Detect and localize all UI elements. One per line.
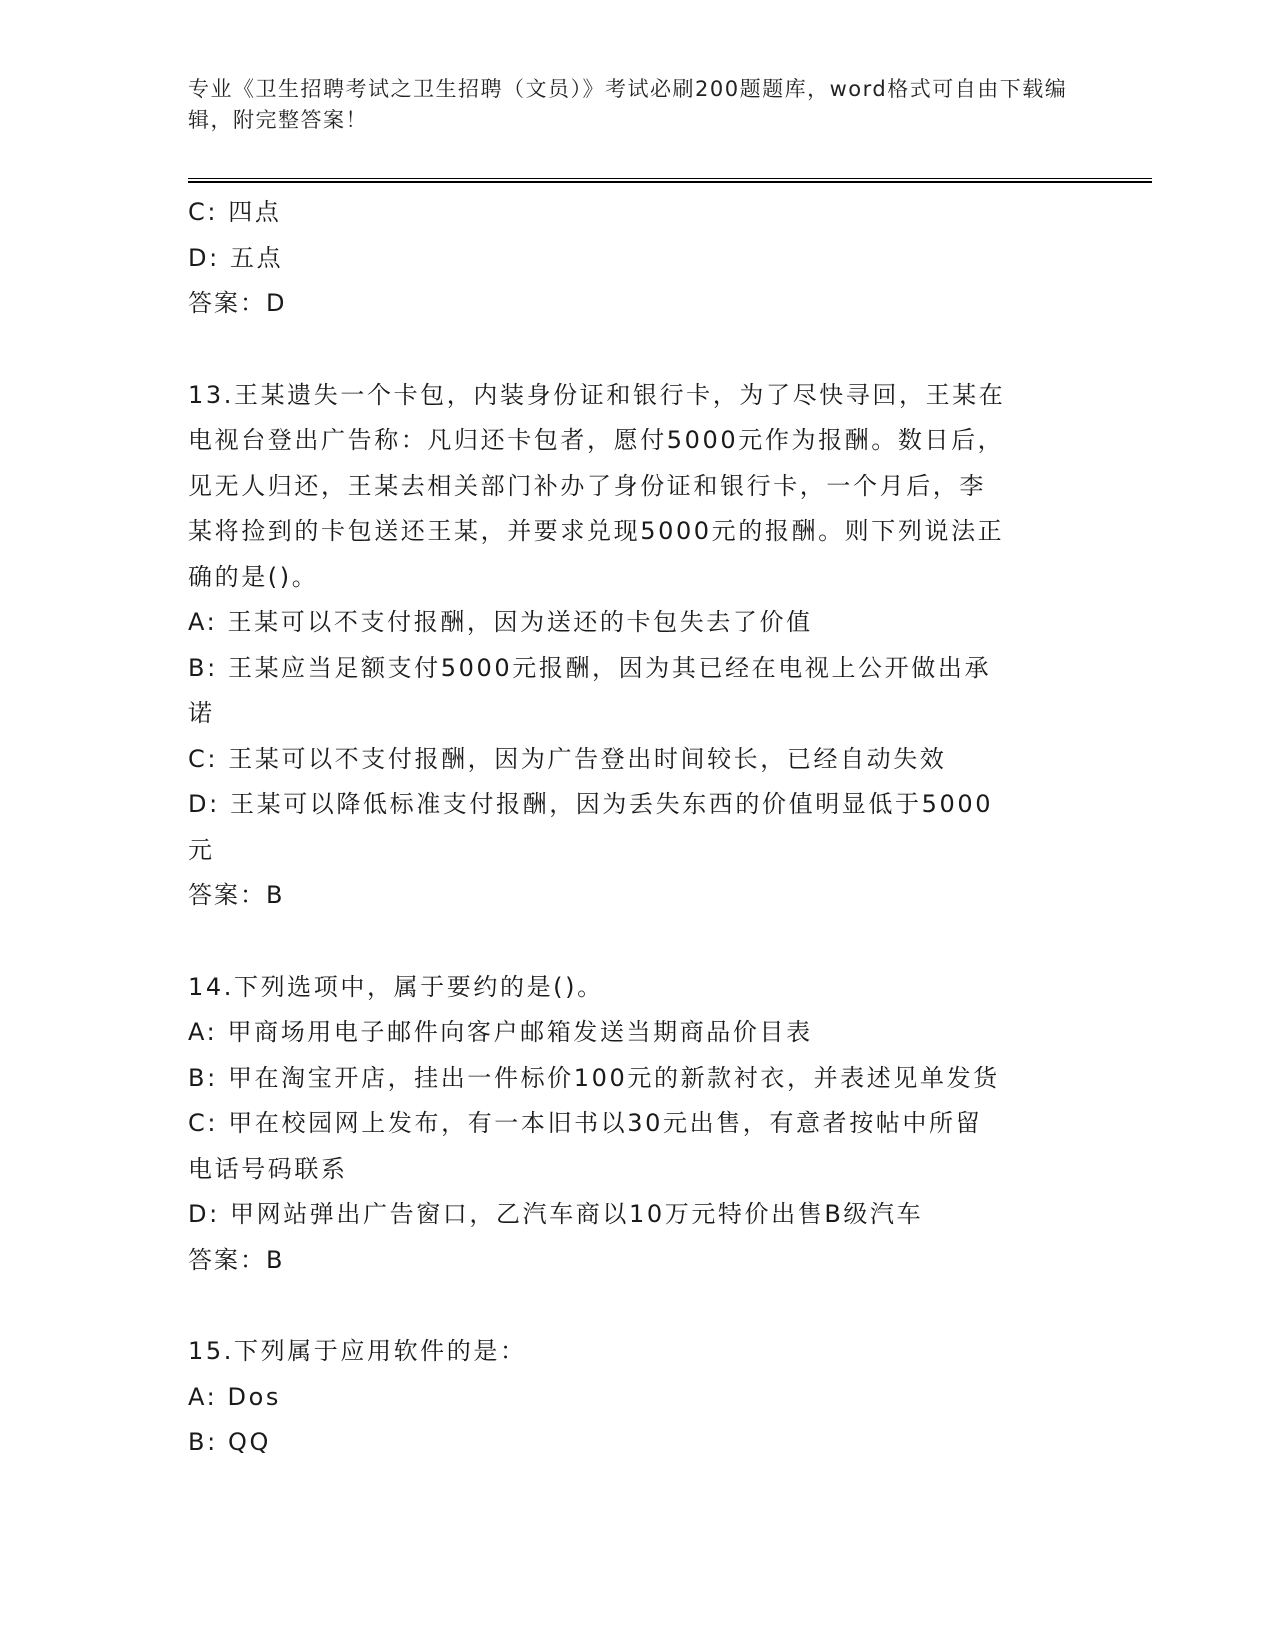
q13-stem-line-3: 见无人归还，王某去相关部门补办了身份证和银行卡，一个月后，李 <box>188 471 986 500</box>
prev-option-d: D: 五点 <box>188 243 284 272</box>
question-list <box>188 190 1088 1466</box>
q13-stem-line-2: 电视台登出广告称：凡归还卡包者，愿付5000元作为报酬。数日后， <box>188 426 1005 454</box>
spacer <box>188 327 1088 373</box>
q13-option-b-cont: 诺 <box>188 699 215 727</box>
header-divider <box>188 178 1152 183</box>
q13-option-d-cont: 元 <box>188 835 215 864</box>
q14-option-c: C: 甲在校园网上发布，有一本旧书以30元出售，有意者按帖中所留 <box>188 1109 983 1137</box>
spacer <box>188 919 1088 965</box>
q13-option-a: A: 王某可以不支付报酬，因为送还的卡包失去了价值 <box>188 608 813 636</box>
prev-option-c: C: 四点 <box>188 198 282 226</box>
q13-option-d: D: 王某可以降低标准支付报酬，因为丢失东西的价值明显低于5000 <box>188 790 994 818</box>
q14-option-d: D: 甲网站弹出广告窗口，乙汽车商以10万元特价出售B级汽车 <box>188 1200 924 1228</box>
q15-stem: 15.下列属于应用软件的是： <box>188 1337 527 1365</box>
q13-option-b: B: 王某应当足额支付5000元报酬，因为其已经在电视上公开做出承 <box>188 653 992 682</box>
q13-stem-line-5: 确的是()。 <box>188 562 319 591</box>
q13-stem-line-1: 13.王某遗失一个卡包，内装身份证和银行卡，为了尽快寻回，王某在 <box>188 380 1006 409</box>
q15-option-a: A: Dos <box>188 1382 281 1411</box>
header-text: 专业《卫生招聘考试之卫生招聘（文员）》考试必刷200题题库，word格式可自由下载编辑，附完整答案！ <box>188 77 1068 132</box>
q14-stem: 14.下列选项中，属于要约的是()。 <box>188 972 604 1001</box>
q13-answer: 答案：B <box>188 881 285 909</box>
q14-option-a: A: 甲商场用电子邮件向客户邮箱发送当期商品价目表 <box>188 1018 813 1046</box>
q15-option-b: B: QQ <box>188 1428 271 1456</box>
prev-answer: 答案：D <box>188 289 287 317</box>
q13-option-c: C: 王某可以不支付报酬，因为广告登出时间较长，已经自动失效 <box>188 744 947 773</box>
question-14 <box>188 965 1088 1284</box>
spacer <box>188 1283 1088 1329</box>
q14-answer: 答案：B <box>188 1245 285 1274</box>
question-15 <box>188 1329 1088 1466</box>
q13-stem-line-4: 某将捡到的卡包送还王某，并要求兑现5000元的报酬。则下列说法正 <box>188 517 1005 545</box>
question-13 <box>188 373 1088 919</box>
page-header <box>188 74 1068 136</box>
q14-option-c-cont: 电话号码联系 <box>188 1154 348 1183</box>
q14-option-b: B: 甲在淘宝开店，挂出一件标价100元的新款衬衣，并表述见单发货 <box>188 1063 1000 1092</box>
